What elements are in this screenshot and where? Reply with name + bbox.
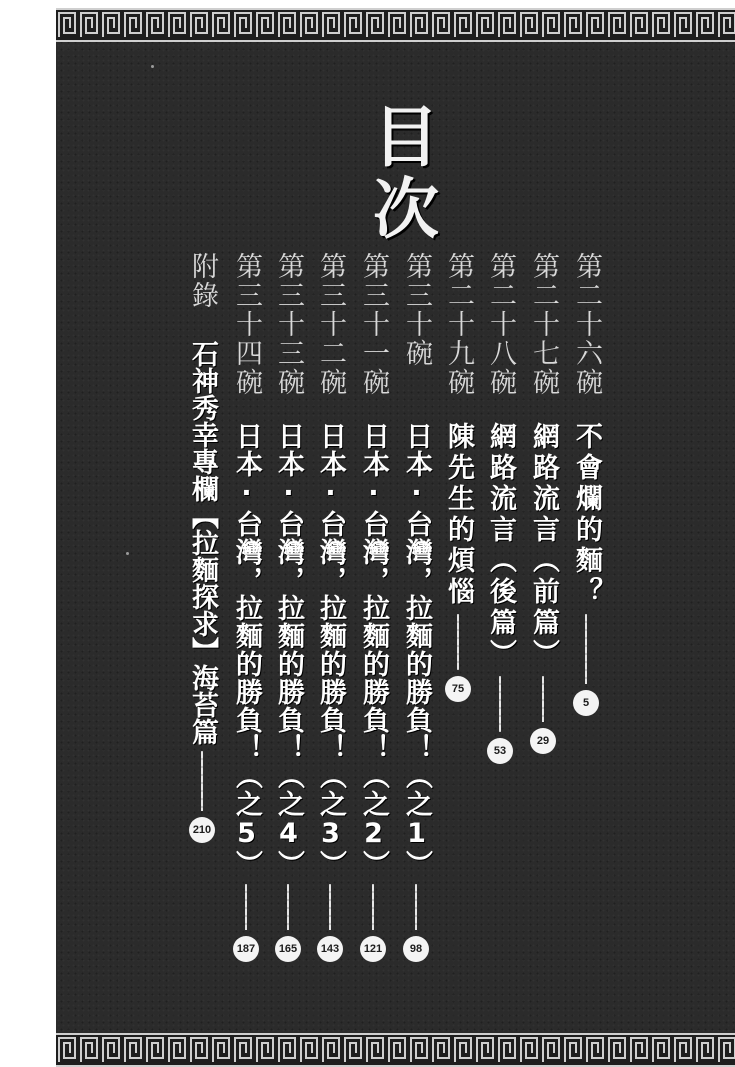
- top-fret-border: [56, 8, 735, 42]
- chapter-number: 第二十八碗: [485, 252, 516, 397]
- chapter-number: 第三十四碗: [231, 252, 262, 397]
- dot-leader: [499, 676, 501, 732]
- bottom-fret-border: [56, 1033, 735, 1067]
- chapter-number: 第二十七碗: [528, 252, 559, 397]
- page-number-badge: 210: [189, 817, 215, 843]
- dot-leader: [287, 884, 289, 930]
- chapter-title: 網路流言（後篇）: [485, 422, 516, 670]
- toc-entry[interactable]: [524, 252, 562, 754]
- page-number-badge: 143: [317, 936, 343, 962]
- page-number-badge: 5: [573, 690, 599, 716]
- chapter-number: 第三十一碗: [358, 252, 389, 397]
- bottom-fret-pattern: [56, 1033, 735, 1067]
- page-number-badge: 121: [360, 936, 386, 962]
- page-number-badge: 29: [530, 728, 556, 754]
- chapter-title: 網路流言（前篇）: [528, 422, 559, 670]
- chapter-title: 日本‧台灣，拉麵的勝負！（之5）: [231, 422, 262, 878]
- chapter-title: 日本‧台灣，拉麵的勝負！（之2）: [358, 422, 389, 878]
- print-speck: [151, 65, 154, 68]
- chapter-title: 日本‧台灣，拉麵的勝負！（之3）: [315, 422, 346, 878]
- title-char-1: 目: [373, 98, 439, 176]
- toc-entry[interactable]: [311, 252, 349, 962]
- page-number-badge: 98: [403, 936, 429, 962]
- dot-leader: [372, 884, 374, 930]
- chapter-number: 第三十碗: [401, 252, 432, 368]
- page-number-badge: 165: [275, 936, 301, 962]
- chapter-title: 不會爛的麵？: [571, 422, 602, 608]
- chapter-title: 石神秀幸專欄【拉麵探求】海苔篇: [187, 340, 218, 745]
- toc-entry[interactable]: [567, 252, 605, 716]
- dot-leader: [585, 614, 587, 684]
- page-number-badge: 53: [487, 738, 513, 764]
- chapter-number: 第三十二碗: [315, 252, 346, 397]
- chapter-title: 日本‧台灣，拉麵的勝負！（之1）: [401, 422, 432, 878]
- page-number-badge: 75: [445, 676, 471, 702]
- toc-entry[interactable]: [269, 252, 307, 962]
- print-speck: [126, 552, 129, 555]
- chapter-number: 第二十九碗: [443, 252, 474, 397]
- toc-entry[interactable]: [183, 252, 221, 843]
- dot-leader: [542, 676, 544, 722]
- top-fret-pattern: [56, 8, 735, 42]
- dot-leader: [457, 614, 459, 670]
- chapter-title: 陳先生的煩惱: [443, 422, 474, 608]
- chapter-title: 日本‧台灣，拉麵的勝負！（之4）: [273, 422, 304, 878]
- dot-leader: [415, 884, 417, 930]
- dot-leader: [201, 751, 203, 811]
- toc-entry[interactable]: [481, 252, 519, 764]
- chapter-number: 第三十三碗: [273, 252, 304, 397]
- toc-entry[interactable]: [439, 252, 477, 702]
- toc-entry[interactable]: [354, 252, 392, 962]
- dot-leader: [329, 884, 331, 930]
- toc-entry[interactable]: [227, 252, 265, 962]
- toc-entry[interactable]: [397, 252, 435, 962]
- chapter-number: 第二十六碗: [571, 252, 602, 397]
- toc-page: [56, 8, 735, 1067]
- dot-leader: [245, 884, 247, 930]
- title-char-2: 次: [373, 170, 439, 248]
- page-number-badge: 187: [233, 936, 259, 962]
- appendix-label: 附錄: [187, 252, 218, 310]
